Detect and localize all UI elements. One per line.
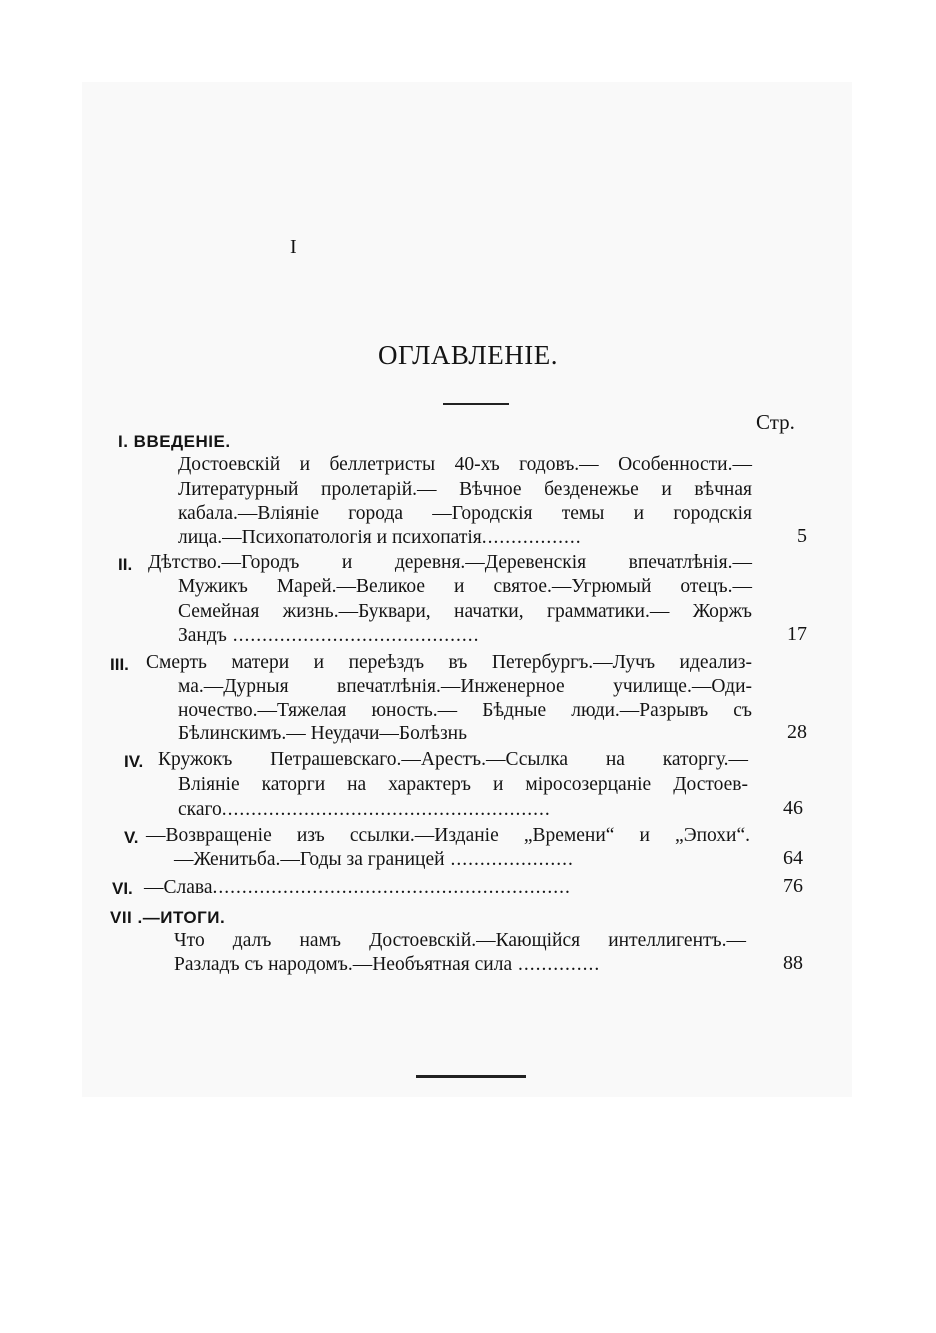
entry-1-line-2: Литературный пролетарій.— Вѣчное безденежье и вѣчная <box>178 479 752 500</box>
entry-2-line-1: Дѣтство.—Городъ и деревня.—Деревенскія впечатлѣнія.— <box>148 552 752 573</box>
entry-6-line-1 <box>144 876 571 900</box>
entry-6-last-text: —Слава <box>144 877 213 898</box>
entry-7-page: 88 <box>783 952 803 974</box>
entry-1-line-1: Достоевскій и беллетристы 40-хъ годовъ.— Особенности.— <box>178 454 752 475</box>
leader-dots: ................. <box>481 527 582 548</box>
entry-3-line-1: Смерть матери и переѣздъ въ Петербургъ.—Лучъ идеализ- <box>146 652 752 673</box>
entry-6-page: 76 <box>783 875 803 897</box>
entry-heading-results: VII .—ИТОГИ. <box>110 908 226 927</box>
entry-2-line-3: Семейная жизнь.—Буквари, начатки, грамматики.— Жоржъ <box>178 601 752 622</box>
entry-7-last-text: Разладъ съ народомъ.—Необъятная сила <box>174 954 513 975</box>
leader-dots: .......................................... <box>226 625 480 646</box>
entry-3-line-4: Бѣлинскимъ.— Неудачи—Болѣзнь <box>178 723 467 744</box>
signature-mark: I <box>290 236 297 258</box>
title-rule <box>443 403 509 405</box>
leader-dots: ............................................................. <box>212 877 571 898</box>
entry-4-page: 46 <box>783 797 803 819</box>
entry-4-line-2: Вліяніе каторги на характеръ и міросозерцаніе Достоев- <box>178 774 748 795</box>
entry-5-page: 64 <box>783 847 803 869</box>
entry-4-last-text: скаго <box>178 799 222 820</box>
entry-1-line-3: кабала.—Вліяніе города —Городскія темы и городскія <box>178 503 752 524</box>
entry-7-line-1: Что далъ намъ Достоевскій.—Кающійся интеллигентъ.— <box>174 930 746 951</box>
entry-6-number: VI. <box>112 879 133 898</box>
entry-4-line-3 <box>178 798 551 822</box>
entry-2-last-text: Зандъ <box>178 625 227 646</box>
leader-dots: .............. <box>512 954 601 975</box>
leader-dots: ..................... <box>444 849 574 870</box>
entry-7-line-2 <box>174 953 600 977</box>
page-title: ОГЛАВЛЕНІЕ. <box>378 340 558 370</box>
entry-4-line-1: Кружокъ Петрашевскаго.—Арестъ.—Ссылка на каторгу.— <box>158 749 748 770</box>
entry-1-last-text: лица.—Психопатологія и психопатія <box>178 527 482 548</box>
entry-3-line-3: ночество.—Тяжелая юность.— Бѣдные люди.—Разрывъ съ <box>178 700 752 721</box>
entry-3-line-2: ма.—Дурныя впечатлѣнія.—Инженерное училище.—Оди- <box>178 676 752 697</box>
end-rule <box>416 1075 526 1078</box>
entry-2-line-4 <box>178 624 480 648</box>
entry-2-line-2: Мужикъ Марей.—Великое и святое.—Угрюмый отецъ.— <box>178 576 752 597</box>
entry-5-line-2 <box>174 848 574 872</box>
entry-5-line-1: —Возвращеніе изъ ссылки.—Изданіе „Времени“ и „Эпохи“. <box>146 825 750 846</box>
entry-3-number: III. <box>110 655 129 674</box>
entry-heading-introduction: I. ВВЕДЕНІЕ. <box>118 432 231 451</box>
entry-1-line-4 <box>178 526 582 550</box>
entry-2-number: II. <box>118 555 133 574</box>
entry-4-number: IV. <box>124 752 144 771</box>
entry-5-number: V. <box>124 828 139 847</box>
entry-3-page: 28 <box>787 721 807 743</box>
entry-1-page: 5 <box>797 525 807 547</box>
entry-2-page: 17 <box>787 623 807 645</box>
page-column-label: Стр. <box>756 410 795 434</box>
leader-dots: ........................................................ <box>221 799 551 820</box>
entry-5-last-text: —Женитьба.—Годы за границей <box>174 849 445 870</box>
